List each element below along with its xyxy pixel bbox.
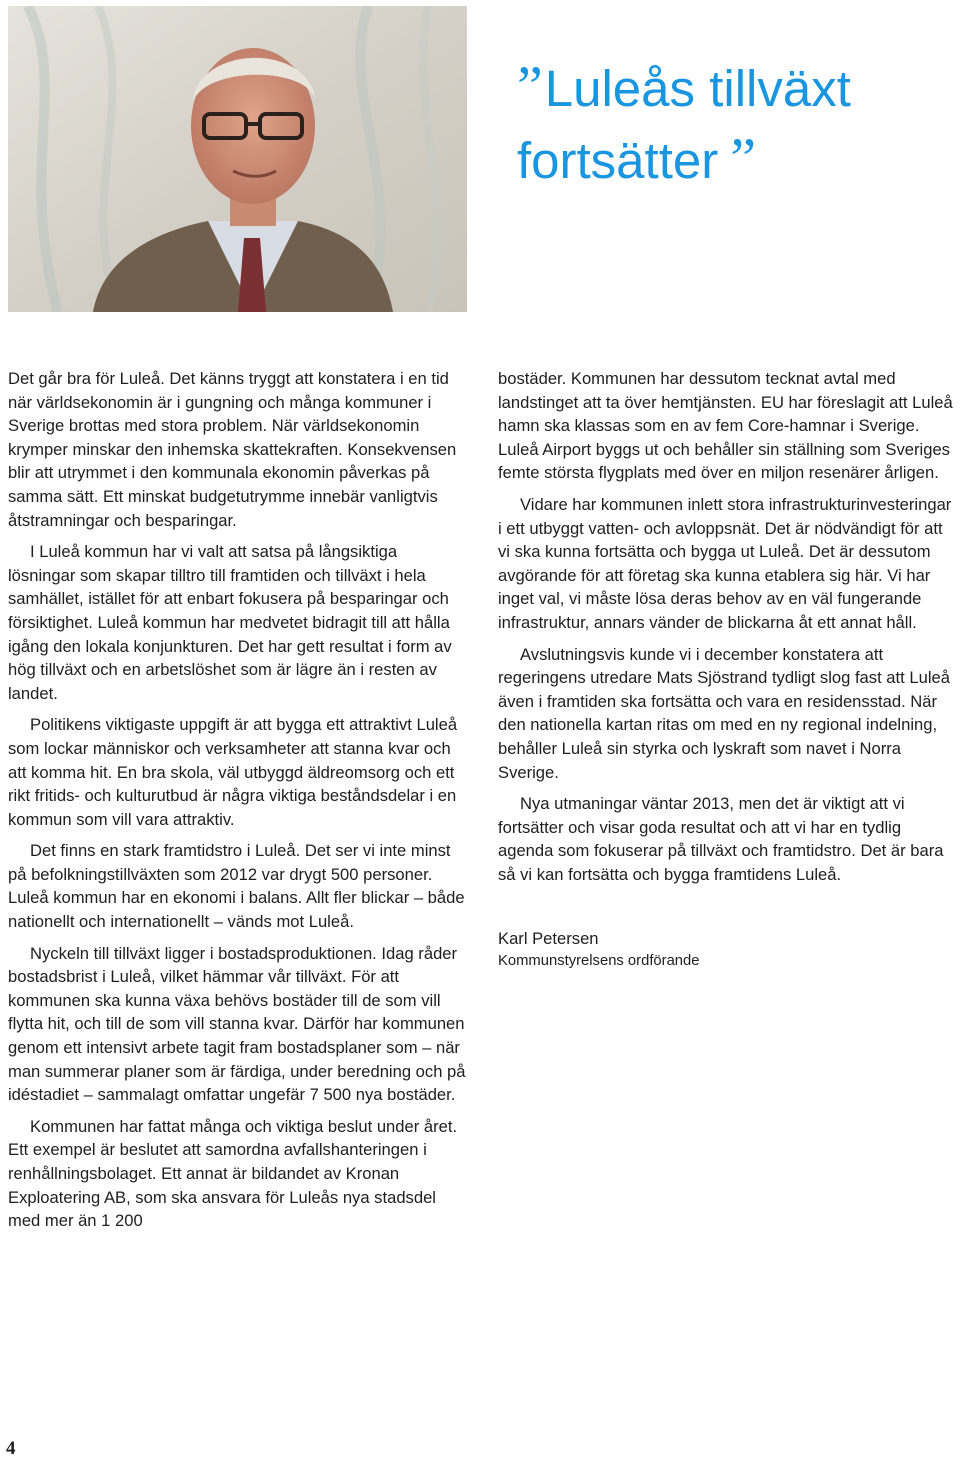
open-quote-mark: ” [517,54,541,119]
signature-title: Kommunstyrelsens ordförande [498,953,700,970]
headline-line-1: Luleås tillväxt [544,60,851,117]
article-column-left [8,367,466,1241]
portrait-photo-icon [8,6,467,312]
paragraph: Det finns en stark framtidstro i Luleå. Det ser vi inte minst på befolkningstillväxten som 2012 var drygt 500 personer. Luleå kommun har en ekonomi i balans. Allt fler blickar – både nationellt och internationellt – vänds mot Luleå. [8,841,465,932]
paragraph: Politikens viktigaste uppgift är att bygga ett attraktivt Luleå som lockar människor och verksamheter att stanna kvar och att komma hit. En bra skola, väl utbyggd äldreomsorg och ett rikt fritids- och kulturutbud är några viktiga beståndsdelar i en kommun som vill vara attraktiv. [8,715,458,829]
paragraph: Nya utmaningar väntar 2013, men det är viktigt att vi fortsätter och visar goda resultat och att vi har en tydlig agenda som fokuserar på tillväxt och framtidstro. Det är bara så vi kan fortsätta och bygga framtidens Luleå. [498,794,944,884]
paragraph: Det går bra för Luleå. Det känns tryggt att konstatera i en tid när världsekonomin är i gungning och många kommuner i Sverige brottas med stora problem. När världsekonomin krymper minskar den inhemska skattekraften. Konsekvensen blir att utrymmet i den kommunala ekonomin påverkas på samma sätt. Ett minskat budgetutrymme innebär vanligtvis åtstramningar och besparingar. [8,369,457,530]
page-number: 4 [6,1438,16,1459]
signature [498,928,956,972]
paragraph: Avslutningsvis kunde vi i december konstatera att regeringens utredare Mats Sjöstrand tydligt slog fast att Luleå även i framtiden ska fortsätta och vara en residensstad. När den nationella kartan ritas om med en ny regional indelning, behåller Luleå sin styrka och lyskraft som navet i Norra Sverige. [498,644,950,782]
portrait-photo [8,6,467,312]
signature-name: Karl Petersen [498,929,599,949]
paragraph: Vidare har kommunen inlett stora infrastrukturinvesteringar i ett utbyggt vatten- och avloppsnät. Det är nödvändigt för att vi ska kunna fortsätta och bygga ut Luleå. Det är dessutom avgörande för att företag ska kunna etablera sig här. Vi har inget val, vi måste lösa deras behov av en väl fungerande infrastruktur, annars vänder de blickarna åt ett annat håll. [498,494,952,632]
page-title [517,52,947,196]
paragraph: bostäder. Kommunen har dessutom tecknat avtal med landstinget att ta över hemtjänsten. EU har föreslagit att Luleå hamn ska klassas som en av fem Core-hamnar i Sverige. Luleå Airport byggs ut och behåller sin ställning som Sveriges femte största flygplats med över en miljon resenärer årligen. [498,369,953,483]
paragraph: Kommunen har fattat många och viktiga beslut under året. Ett exempel är beslutet att samordna avfallshanteringen i renhållningsbolaget. Ett annat är bildandet av Kronan Exploatering AB, som ska ansvara för Luleås nya stadsdel med mer än 1 200 [8,1116,458,1231]
paragraph: Nyckeln till tillväxt ligger i bostadsproduktionen. Idag råder bostadsbrist i Luleå, vilket hämmar vår tillväxt. För att kommunen ska kunna växa behövs bostäder till de som vill flytta hit, och till de som vill stanna kvar. Därför har kommunen genom ett intensivt arbete tagit fram bostadsplaner som – när man summerar planer som är färdiga, under beredning och på idéstadiet – sammalagt omfattar ungefär 7 500 nya bostäder. [8,943,466,1105]
headline-line-2: fortsätter [517,132,719,189]
paragraph: I Luleå kommun har vi valt att satsa på långsiktiga lösningar som skapar tilltro till framtiden och tillväxt i hela samhället, istället för att enbart fokusera på besparingar och försiktighet. Luleå kommun har medvetet bidragit till att hålla igång den lokala konjunkturen. Det har gett resultat i form av hög tillväxt och en arbetslöshet som är lägre än i resten av landet. [8,542,452,703]
article-column-right [498,367,956,972]
close-quote-mark: ” [730,126,754,191]
